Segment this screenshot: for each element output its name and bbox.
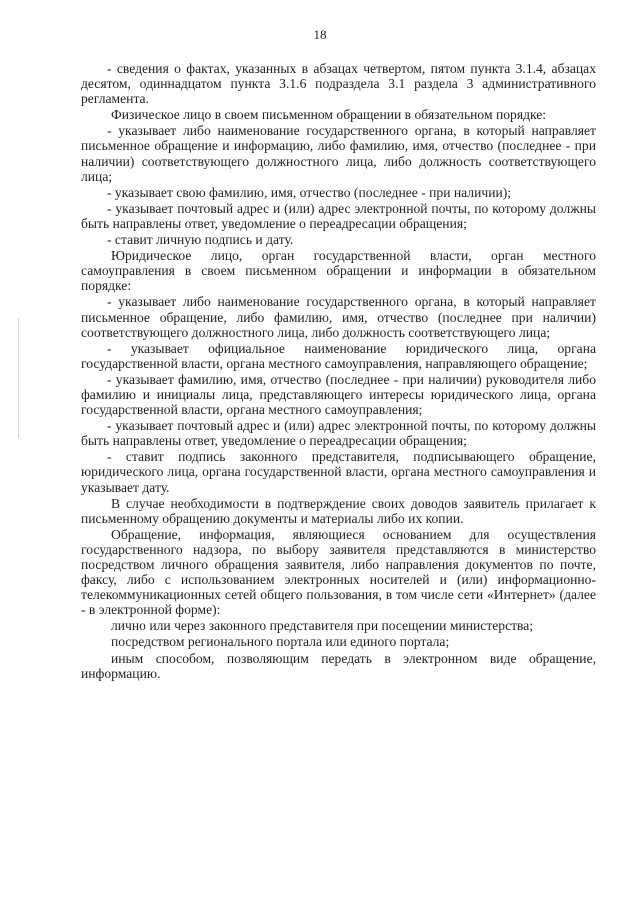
method-in-person: лично или через законного представителя при посещении министерства;: [111, 618, 534, 634]
list-item-legal-signature: - ставит подпись законного представителя, подписывающего обращение, юридического лица, органа государственной власти, органа местного самоуправления и указывает дату.: [81, 449, 596, 495]
method-electronic: иным способом, позволяющим передать в электронном виде обращение, информацию.: [81, 650, 596, 681]
page-number: 18: [313, 27, 327, 42]
list-item-legal-address: - указывает почтовый адрес и (или) адрес электронной почты, по которому должны быть направлены ответ, уведомление о переадресации обращения;: [81, 418, 596, 449]
list-item-own-name: - указывает свою фамилию, имя, отчество (последнее - при наличии);: [107, 184, 512, 200]
list-item-legal-recipient: - указывает либо наименование государственного органа, в который направляет письменное обращение, либо фамилию, имя, отчество (последнее при наличии) соответствующего должностного лица, либо должность соответствующего лица;: [81, 294, 596, 340]
list-item-legal-head: - указывает фамилию, имя, отчество (последнее - при наличии) руководителя либо фамилию и инициалы лица, представляющего интересы юридического лица, органа государственной власти, органа местного самоуправления;: [81, 371, 596, 418]
paragraph-legal-entity-intro: Юридическое лицо, орган государственной власти, орган местного самоуправления в своем письменном обращении и информации в обязательном порядке:: [81, 248, 596, 294]
document-body: [81, 61, 596, 682]
paragraph-facts-info: - сведения о фактах, указанных в абзацах четвертом, пятом пункта 3.1.4, абзацах десятом, одиннадцатом пункта 3.1.6 подраздела 3.1 раздела 3 административного регламента.: [81, 61, 596, 107]
paragraph-individual-intro: Физическое лицо в своем письменном обращении в обязательном порядке:: [111, 107, 547, 123]
list-item-address: - указывает почтовый адрес и (или) адрес электронной почты, по которому должны быть направлены ответ, уведомление о переадресации обращения;: [81, 200, 596, 231]
list-item-legal-name: - указывает официальное наименование юридического лица, органа государственной власти, органа местного самоуправления, направляющего обращение;: [81, 340, 596, 371]
paragraph-attachments: В случае необходимости в подтверждение своих доводов заявитель прилагает к письменному обращению документы и материалы либо их копии.: [81, 495, 596, 526]
paragraph-submission-methods: Обращение, информация, являющиеся основанием для осуществления государственного надзора, по выбору заявителя представляются в министерство посредством личного обращения заявителя, либо направления документов по почте, факсу, либо с использованием электронных носителей и (или) информационно-телекоммуникационных сетей общего пользования, в том числе сети «Интернет» (далее - в электронной форме):: [81, 526, 596, 618]
scan-margin-line: [18, 318, 19, 438]
method-portal: посредством регионального портала или единого портала;: [111, 634, 450, 650]
list-item-recipient: - указывает либо наименование государственного органа, в который направляет письменное обращение и информацию, либо фамилию, имя, отчество (последнее - при наличии) соответствующего должностного лица, либо должность соответствующего лица;: [81, 123, 596, 184]
list-item-signature: - ставит личную подпись и дату.: [107, 232, 294, 248]
